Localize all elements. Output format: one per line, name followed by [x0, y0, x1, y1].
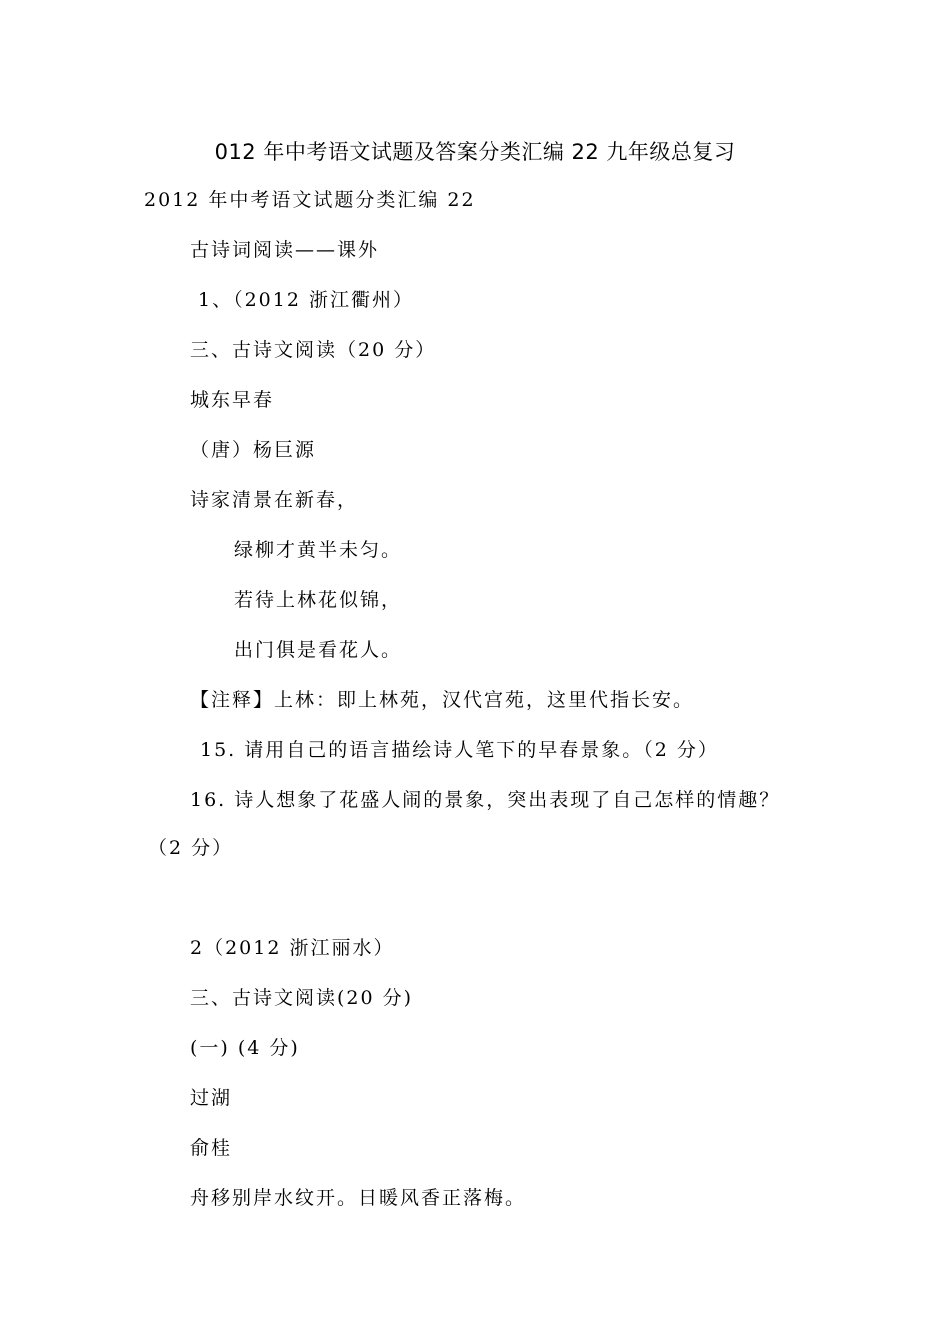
- poem-author: （唐）杨巨源: [190, 439, 317, 461]
- question-15: 15. 请用自己的语言描绘诗人笔下的早春景象。（2 分）: [200, 739, 719, 761]
- question-16: 16. 诗人想象了花盛人闹的景象，突出表现了自己怎样的情趣？: [190, 789, 781, 811]
- question-16-score: （2 分）: [148, 837, 234, 859]
- document-title: 012 年中考语文试题及答案分类汇编 22 九年级总复习: [214, 140, 736, 164]
- poem-line: 出门俱是看花人。: [234, 639, 403, 661]
- question-source: 1、（2012 浙江衢州）: [198, 289, 414, 311]
- poem-line: 舟移别岸水纹开。日暖风香正落梅。: [190, 1187, 527, 1209]
- subpart-heading: (一) (4 分): [190, 1037, 300, 1059]
- subtitle-line: 2012 年中考语文试题分类汇编 22: [144, 189, 476, 211]
- part-heading: 三、古诗文阅读(20 分): [190, 987, 414, 1009]
- section-heading: 古诗词阅读——课外: [190, 239, 380, 261]
- part-heading: 三、古诗文阅读（20 分）: [190, 339, 437, 361]
- poem-author: 俞桂: [190, 1137, 233, 1159]
- question-source: 2（2012 浙江丽水）: [190, 937, 395, 959]
- poem-line: 绿柳才黄半未匀。: [234, 539, 403, 561]
- poem-line: 诗家清景在新春，: [190, 489, 359, 511]
- poem-title: 过湖: [190, 1087, 233, 1109]
- poem-title: 城东早春: [190, 389, 275, 411]
- annotation-note: 【注释】上林：即上林苑，汉代宫苑，这里代指长安。: [190, 689, 695, 711]
- poem-line: 若待上林花似锦，: [234, 589, 403, 611]
